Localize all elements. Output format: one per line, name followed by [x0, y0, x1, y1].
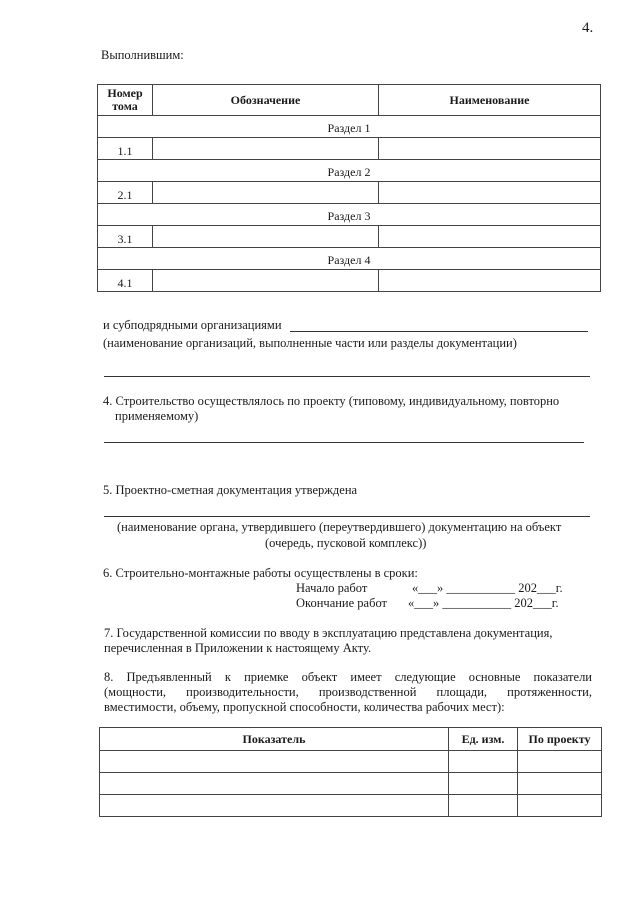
- subcontractors-label: и субподрядными организациями: [103, 318, 282, 332]
- item5-input-line[interactable]: [104, 516, 590, 517]
- name-cell[interactable]: [379, 270, 601, 292]
- table-row: [98, 138, 601, 160]
- start-work-label: Начало работ: [296, 581, 368, 595]
- item8-text-line3: вместимости, объему, пропускной способности, количества рабочих мест):: [104, 700, 505, 714]
- header-unit: Ед. изм.: [449, 728, 518, 751]
- table-row: [100, 773, 602, 795]
- end-work-label: Окончание работ: [296, 596, 387, 610]
- name-cell[interactable]: [379, 138, 601, 160]
- item6-label: 6. Строительно-монтажные работы осуществлены в сроки:: [103, 566, 418, 580]
- header-designation: Обозначение: [153, 85, 379, 116]
- project-cell[interactable]: [518, 751, 602, 773]
- start-work-date[interactable]: «___» ___________ 202___г.: [412, 581, 563, 595]
- project-cell[interactable]: [518, 773, 602, 795]
- item8-text-line1: 8. Предъявленный к приемке объект имеет следующие основные показатели: [104, 670, 592, 684]
- table-row: [98, 182, 601, 204]
- item7-text-line1: 7. Государственной комиссии по вводу в эксплуатацию представлена документация,: [104, 626, 553, 640]
- indicator-cell[interactable]: [100, 795, 449, 817]
- item5-hint-line1: (наименование органа, утвердившего (переутвердившего) документацию на объект: [117, 520, 562, 534]
- volume-number: 3.1: [98, 226, 153, 248]
- intro-label: Выполнившим:: [101, 48, 184, 62]
- header-name: Наименование: [379, 85, 601, 116]
- header-volume-number: Номер тома: [98, 85, 153, 116]
- page-number: 4.: [582, 20, 594, 36]
- volume-number: 4.1: [98, 270, 153, 292]
- item5-hint-line2: (очередь, пусковой комплекс)): [265, 536, 427, 550]
- table-row: [100, 795, 602, 817]
- header-by-project: По проекту: [518, 728, 602, 751]
- designation-cell[interactable]: [153, 270, 379, 292]
- item4-text-line1: 4. Строительство осуществлялось по проекту (типовому, индивидуальному, повторно: [103, 394, 560, 408]
- name-cell[interactable]: [379, 226, 601, 248]
- item4-input-line[interactable]: [104, 442, 584, 443]
- subcontractors-extra-line[interactable]: [104, 376, 590, 377]
- subcontractors-hint: (наименование организаций, выполненные части или разделы документации): [103, 336, 517, 350]
- unit-cell[interactable]: [449, 773, 518, 795]
- name-cell[interactable]: [379, 182, 601, 204]
- item7-text-line2: перечисленная в Приложении к настоящему Акту.: [104, 641, 372, 655]
- table-header-row: [100, 728, 602, 751]
- volume-number: 1.1: [98, 138, 153, 160]
- indicator-cell[interactable]: [100, 751, 449, 773]
- table-row: [98, 270, 601, 292]
- indicator-cell[interactable]: [100, 773, 449, 795]
- subcontractors-input-line[interactable]: [290, 331, 588, 332]
- indicators-table: [99, 727, 602, 817]
- header-indicator: Показатель: [100, 728, 449, 751]
- project-cell[interactable]: [518, 795, 602, 817]
- section-row: Раздел 2: [98, 160, 601, 182]
- item8-text-line2: (мощности, производительности, производственной площади, протяженности,: [104, 685, 592, 699]
- table-header-row: [98, 85, 601, 116]
- designation-cell[interactable]: [153, 226, 379, 248]
- volumes-table: [97, 84, 601, 292]
- section-row: Раздел 1: [98, 116, 601, 138]
- table-row: [98, 226, 601, 248]
- item4-text-line2: применяемому): [115, 409, 199, 423]
- designation-cell[interactable]: [153, 138, 379, 160]
- designation-cell[interactable]: [153, 182, 379, 204]
- section-row: Раздел 4: [98, 248, 601, 270]
- volume-number: 2.1: [98, 182, 153, 204]
- unit-cell[interactable]: [449, 751, 518, 773]
- unit-cell[interactable]: [449, 795, 518, 817]
- item5-label: 5. Проектно-сметная документация утверждена: [103, 483, 358, 497]
- section-row: Раздел 3: [98, 204, 601, 226]
- end-work-date[interactable]: «___» ___________ 202___г.: [408, 596, 559, 610]
- table-row: [100, 751, 602, 773]
